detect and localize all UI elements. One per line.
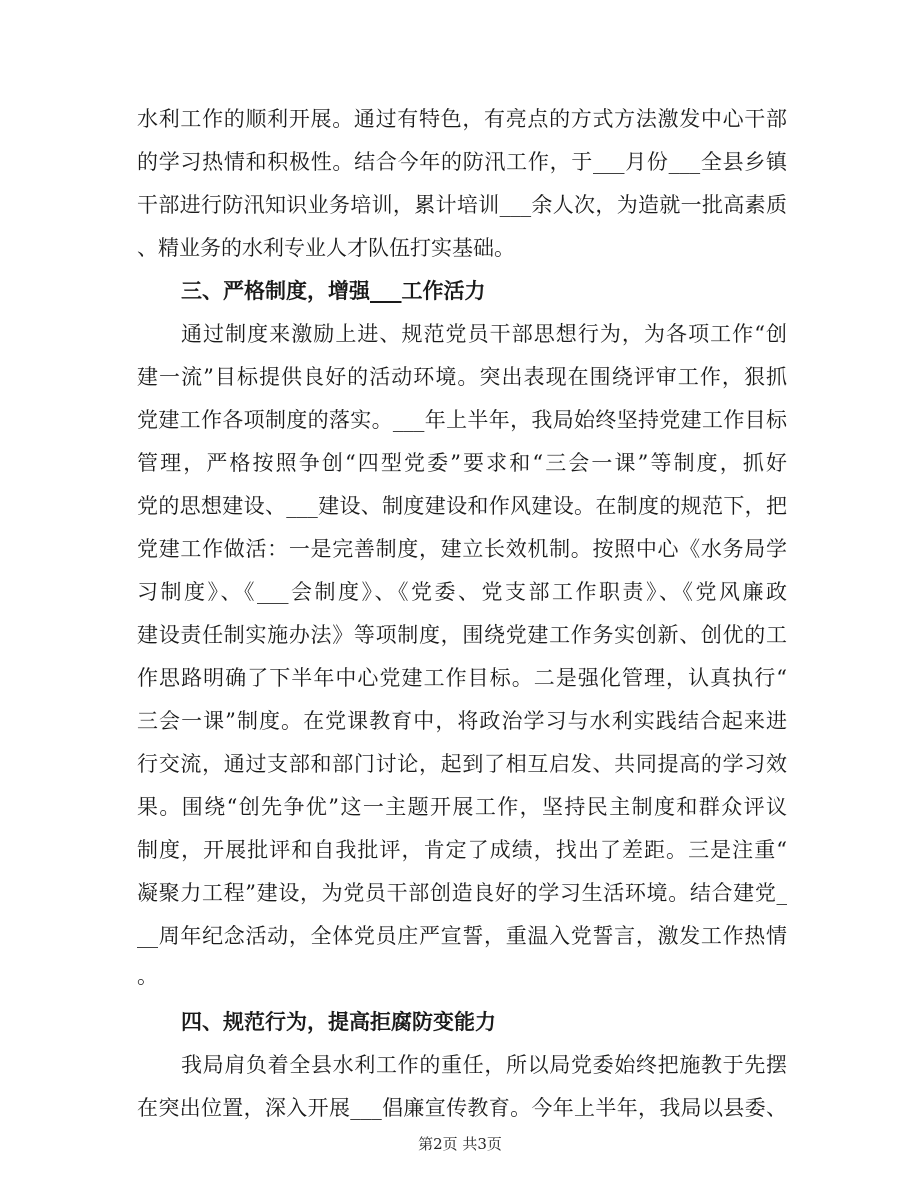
paragraph-line: 建一流”目标提供良好的活动环境。突出表现在围绕评审工作，狠抓 <box>137 365 787 389</box>
paragraph-line: 我局肩负着全县水利工作的重任，所以局党委始终把施教于先摆 <box>181 1053 787 1077</box>
paragraph-line: 行交流，通过支部和部门讨论，起到了相互启发、共同提高的学习效 <box>137 752 787 776</box>
paragraph-line: 、精业务的水利专业人才队伍打实基础。 <box>137 236 515 260</box>
section-heading-4: 四、规范行为，提高拒腐防变能力 <box>181 1009 496 1034</box>
page-number-footer: 第2页 共3页 <box>418 1135 502 1153</box>
paragraph-line: 党建工作做活：一是完善制度，建立长效机制。按照中心《水务局学 <box>137 537 787 561</box>
paragraph-line: 管理，严格按照争创“四型党委”要求和“三会一课”等制度，抓好 <box>137 451 787 475</box>
paragraph-line: 通过制度来激励上进、规范党员干部思想行为，为各项工作“创 <box>181 322 787 346</box>
paragraph-line: __周年纪念活动，全体党员庄严宣誓，重温入党誓言，激发工作热情 <box>137 924 787 948</box>
paragraph-line: 制度，开展批评和自我批评，肯定了成绩，找出了差距。三是注重“ <box>137 838 787 862</box>
paragraph-line: 三会一课”制度。在党课教育中，将政治学习与水利实践结合起来进 <box>137 709 787 733</box>
paragraph-line: 的学习热情和积极性。结合今年的防汛工作，于___月份___全县乡镇 <box>137 150 787 174</box>
section-heading-3: 三、严格制度，增强___工作活力 <box>181 278 486 303</box>
paragraph-line: 习制度》、《___会制度》、《党委、党支部工作职责》、《党风廉政 <box>137 580 787 604</box>
paragraph-line: 凝聚力工程”建设，为党员干部创造良好的学习生活环境。结合建党_ <box>137 881 787 905</box>
paragraph-line: 在突出位置，深入开展___倡廉宣传教育。今年上半年，我局以县委、 <box>137 1096 787 1120</box>
paragraph-line: 。 <box>137 964 158 988</box>
paragraph-line: 干部进行防汛知识业务培训，累计培训___余人次，为造就一批高素质 <box>137 193 787 217</box>
paragraph-line: 果。围绕“创先争优”这一主题开展工作，坚持民主制度和群众评议 <box>137 795 787 819</box>
paragraph-line: 作思路明确了下半年中心党建工作目标。二是强化管理，认真执行“ <box>137 666 787 690</box>
paragraph-line: 党的思想建设、___建设、制度建设和作风建设。在制度的规范下，把 <box>137 494 787 518</box>
paragraph-line: 水利工作的顺利开展。通过有特色，有亮点的方式方法激发中心干部 <box>137 107 787 131</box>
paragraph-line: 建设责任制实施办法》等项制度，围绕党建工作务实创新、创优的工 <box>137 623 787 647</box>
paragraph-line: 党建工作各项制度的落实。___年上半年，我局始终坚持党建工作目标 <box>137 408 787 432</box>
